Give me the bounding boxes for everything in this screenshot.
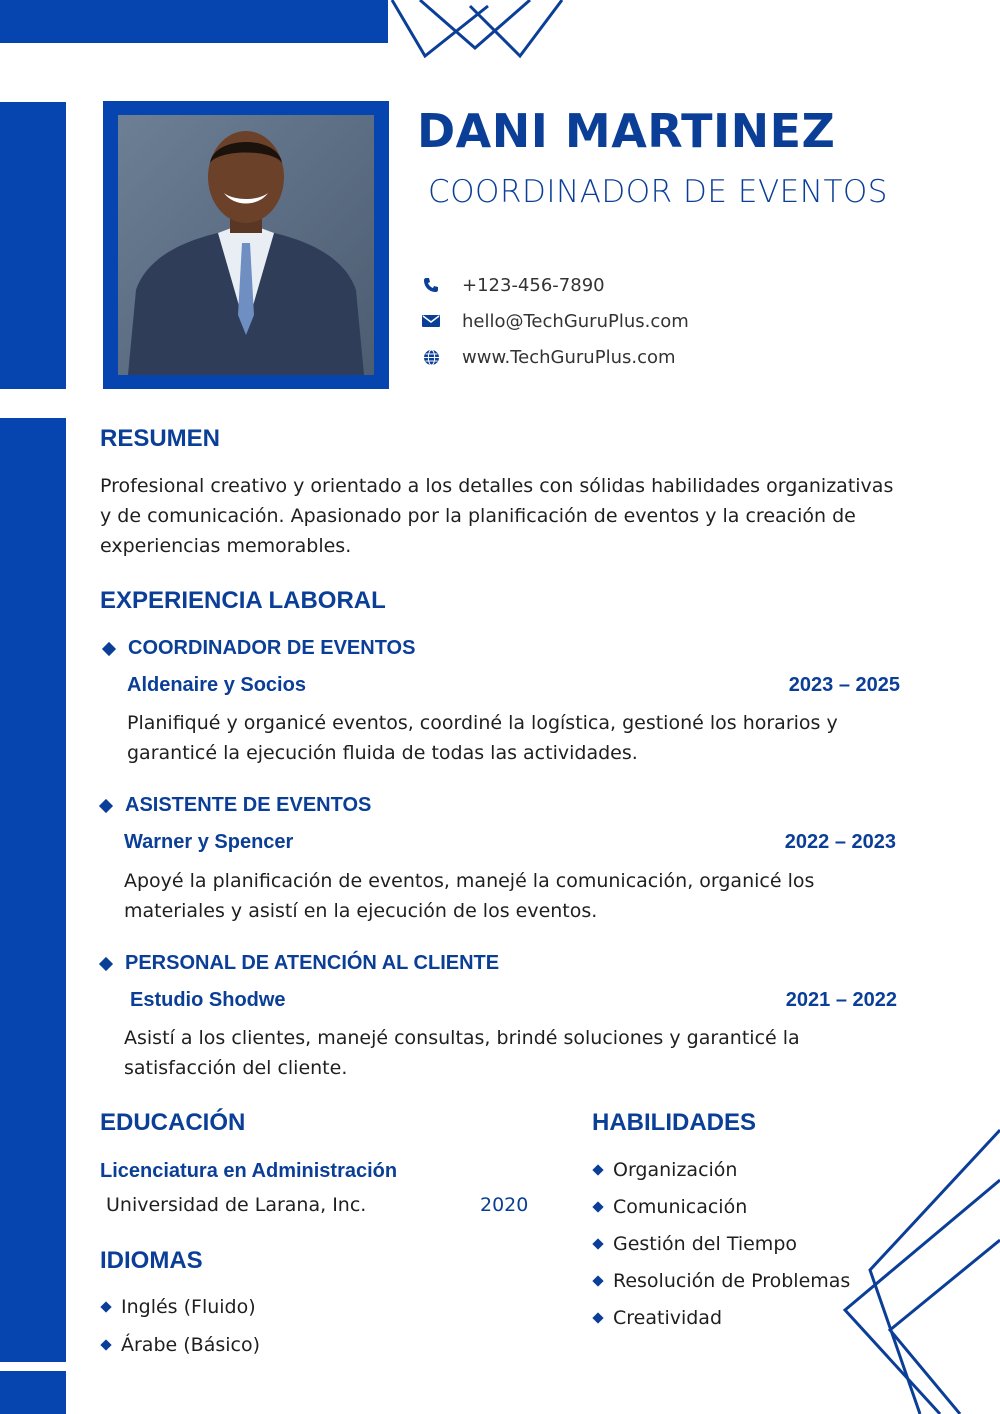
- skill-text: Resolución de Problemas: [613, 1270, 851, 1292]
- skill-text: Organización: [613, 1159, 738, 1181]
- job-description: Apoyé la planificación de eventos, manejé la comunicación, organicé los materiales y asistí en la ejecución de los eventos.: [124, 870, 815, 922]
- list-item: [102, 1334, 260, 1356]
- list-item: [594, 1307, 722, 1329]
- job-description: Asistí a los clientes, manejé consultas, brindé soluciones y garanticé la satisfacción del cliente.: [124, 1027, 800, 1079]
- list-item: [594, 1159, 737, 1181]
- skills-heading: HABILIDADES: [592, 1109, 757, 1136]
- job-title: [104, 637, 415, 660]
- skill-text: Gestión del Tiempo: [613, 1233, 797, 1255]
- education-school: Universidad de Larana, Inc.: [106, 1194, 367, 1216]
- job-title-text: ASISTENTE DE EVENTOS: [125, 794, 372, 816]
- skill-text: Creatividad: [613, 1307, 723, 1329]
- email-link[interactable]: hello@TechGuruPlus.com: [462, 310, 689, 332]
- job-years: 2022 – 2023: [784, 831, 896, 853]
- corner-line-ornament: [840, 1120, 1000, 1414]
- experience-heading: EXPERIENCIA LABORAL: [100, 587, 386, 614]
- diamond-bullet-icon: [592, 1312, 603, 1323]
- job-title-text: COORDINADOR DE EVENTOS: [128, 637, 416, 659]
- photo-frame: [103, 101, 389, 389]
- diamond-bullet-icon: [100, 1301, 111, 1312]
- contact-email: [420, 310, 689, 332]
- left-bar-upper: [0, 102, 66, 389]
- contact-phone: [420, 274, 605, 296]
- left-bar-middle: [0, 418, 66, 1362]
- contact-website: [420, 346, 676, 368]
- language-text: Inglés (Fluido): [121, 1296, 256, 1318]
- job-years: 2021 – 2022: [785, 989, 897, 1011]
- phone-text: +123-456-7890: [462, 274, 605, 296]
- top-line-ornament: [380, 0, 580, 62]
- website-link[interactable]: www.TechGuruPlus.com: [462, 346, 676, 368]
- education-heading: EDUCACIÓN: [100, 1109, 246, 1136]
- job-title-text: PERSONAL DE ATENCIÓN AL CLIENTE: [125, 952, 500, 974]
- diamond-bullet-icon: [99, 798, 113, 812]
- skill-text: Comunicación: [613, 1196, 748, 1218]
- languages-heading: IDIOMAS: [100, 1247, 203, 1274]
- education-degree: Licenciatura en Administración: [100, 1160, 398, 1182]
- summary-text: Profesional creativo y orientado a los detalles con sólidas habilidades organizativas y de comunicación. Apasionado por la planificación de eventos y la creación de experiencias memorables.: [100, 475, 894, 557]
- job-title: [101, 794, 371, 817]
- summary-heading: RESUMEN: [100, 425, 221, 452]
- job-title: [101, 952, 499, 975]
- job-company: Aldenaire y Socios: [127, 674, 306, 696]
- education-year: 2020: [480, 1194, 529, 1216]
- diamond-bullet-icon: [592, 1275, 603, 1286]
- diamond-bullet-icon: [592, 1164, 603, 1175]
- diamond-bullet-icon: [99, 956, 113, 970]
- list-item: [594, 1233, 797, 1255]
- candidate-role: COORDINADOR DE EVENTOS: [428, 174, 888, 210]
- profile-photo: [118, 115, 374, 375]
- candidate-name: DANI MARTINEZ: [417, 104, 836, 158]
- top-left-bar: [0, 0, 388, 43]
- diamond-bullet-icon: [592, 1201, 603, 1212]
- diamond-bullet-icon: [100, 1339, 111, 1350]
- mail-icon: [420, 310, 442, 332]
- job-company: Estudio Shodwe: [130, 989, 286, 1011]
- globe-icon: [420, 346, 442, 368]
- job-company: Warner y Spencer: [124, 831, 294, 853]
- job-years: 2023 – 2025: [788, 674, 900, 696]
- diamond-bullet-icon: [592, 1238, 603, 1249]
- list-item: [594, 1196, 747, 1218]
- job-description: Planifiqué y organicé eventos, coordiné la logística, gestioné los horarios y garanticé la ejecución fluida de todas las actividades.: [127, 712, 838, 764]
- list-item: [102, 1296, 256, 1318]
- language-text: Árabe (Básico): [121, 1334, 260, 1356]
- phone-icon: [420, 274, 442, 296]
- diamond-bullet-icon: [102, 641, 116, 655]
- list-item: [594, 1270, 850, 1292]
- left-bar-bottom: [0, 1371, 66, 1414]
